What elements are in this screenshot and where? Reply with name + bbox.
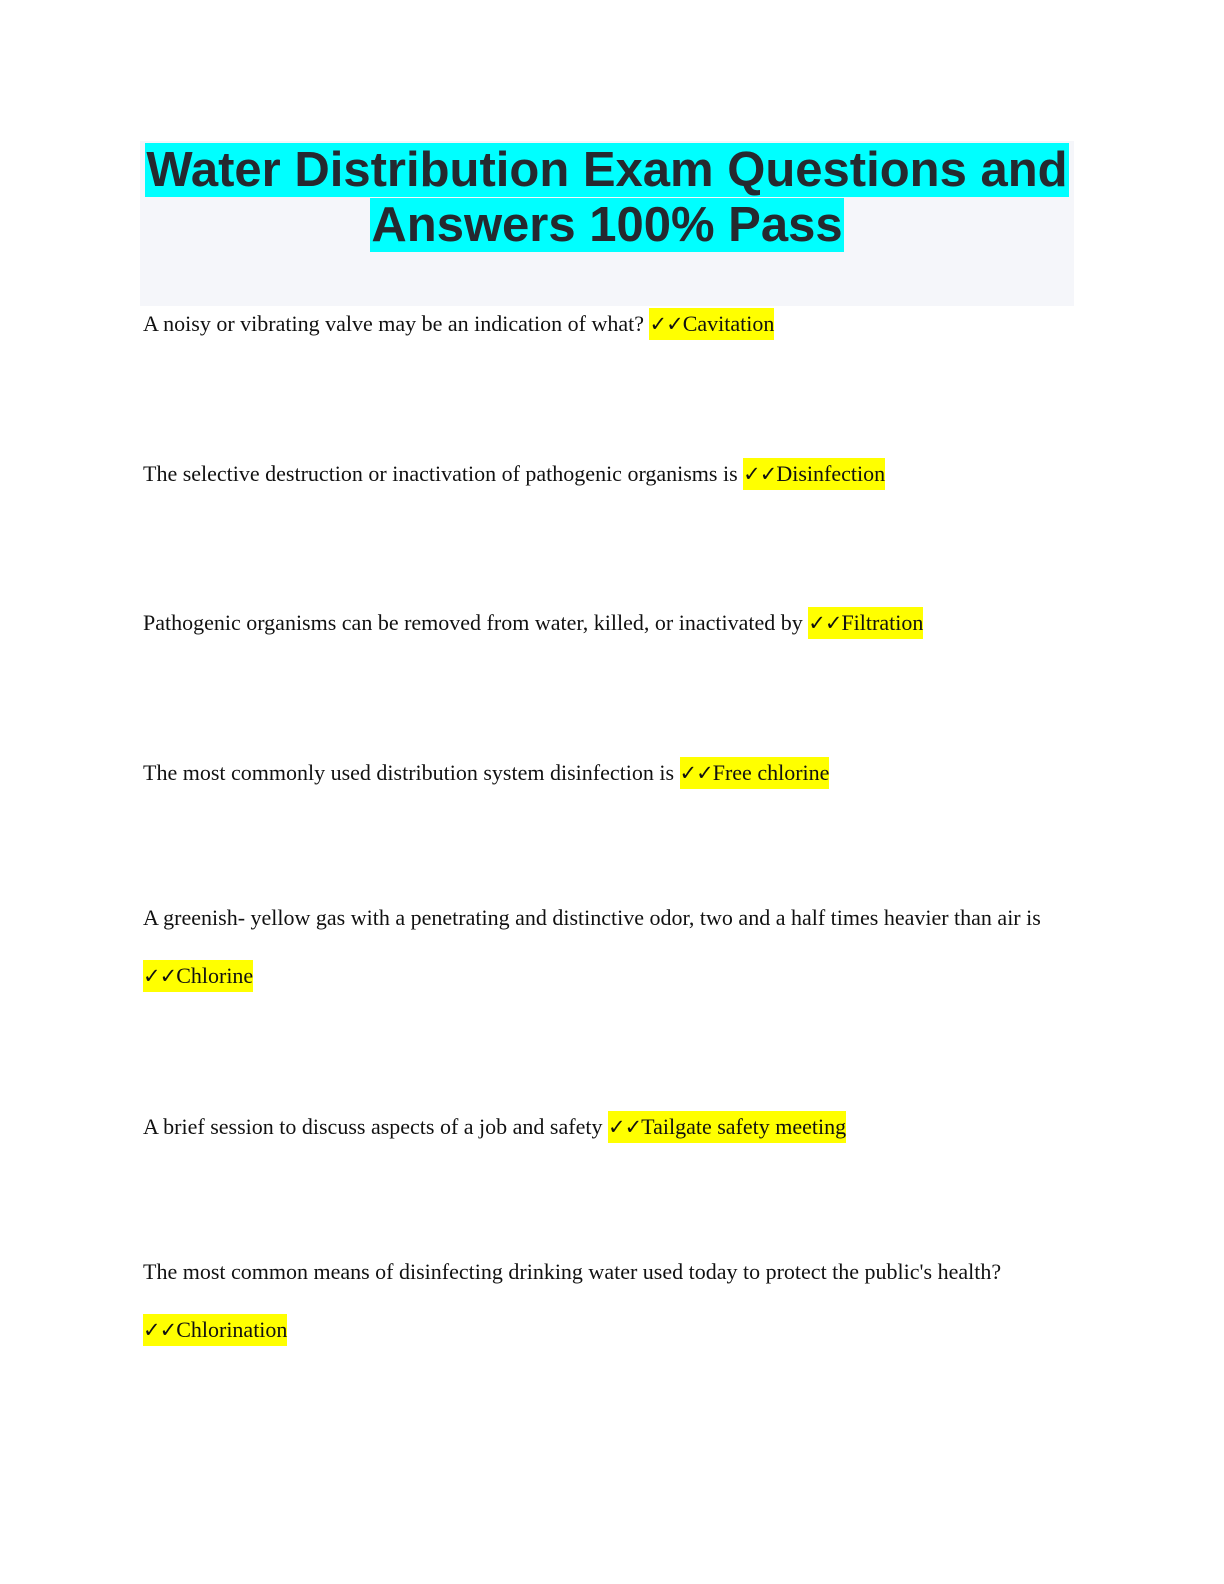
qa-item-4 (143, 744, 1073, 802)
double-check-icon: ✓✓ (649, 312, 683, 336)
page-title-line-1: Water Distribution Exam Questions and (146, 143, 1068, 197)
answer-highlight (649, 308, 774, 340)
double-check-icon: ✓✓ (143, 964, 177, 988)
question-text: A brief session to discuss aspects of a job and safety (143, 1114, 603, 1139)
question-text: The most commonly used distribution system disinfection is (143, 760, 675, 785)
qa-item-7 (143, 1243, 1073, 1359)
title-block (140, 141, 1074, 306)
answer-text: Free chlorine (712, 760, 830, 785)
page-title-line-2: Answers 100% Pass (371, 198, 843, 252)
qa-item-6 (143, 1098, 1073, 1156)
qa-item-1 (143, 295, 1073, 353)
answer-text: Filtration (841, 610, 924, 635)
question-text: A greenish- yellow gas with a penetrating and distinctive odor, two and a half times heavier than air is (143, 905, 1041, 930)
question-text: The most common means of disinfecting drinking water used today to protect the public's health? (143, 1259, 1002, 1284)
double-check-icon: ✓✓ (808, 611, 842, 635)
answer-text: Cavitation (682, 311, 775, 336)
answer-highlight (743, 458, 885, 490)
qa-item-3 (143, 594, 1073, 652)
question-text: Pathogenic organisms can be removed from water, killed, or inactivated by (143, 610, 803, 635)
qa-item-2 (143, 445, 1073, 503)
answer-highlight (680, 757, 830, 789)
answer-text: Chlorination (176, 1317, 288, 1342)
answer-text: Tailgate safety meeting (641, 1114, 847, 1139)
question-text: The selective destruction or inactivation of pathogenic organisms is (143, 461, 738, 486)
answer-text: Disinfection (776, 461, 886, 486)
answer-highlight (808, 607, 923, 639)
answer-highlight (143, 960, 253, 992)
double-check-icon: ✓✓ (743, 462, 777, 486)
answer-highlight (608, 1111, 846, 1143)
question-text: A noisy or vibrating valve may be an indication of what? (143, 311, 644, 336)
answer-highlight (143, 1314, 287, 1346)
double-check-icon: ✓✓ (143, 1318, 177, 1342)
answer-text: Chlorine (176, 963, 254, 988)
double-check-icon: ✓✓ (679, 761, 713, 785)
double-check-icon: ✓✓ (607, 1115, 642, 1139)
qa-item-5 (143, 889, 1073, 1005)
